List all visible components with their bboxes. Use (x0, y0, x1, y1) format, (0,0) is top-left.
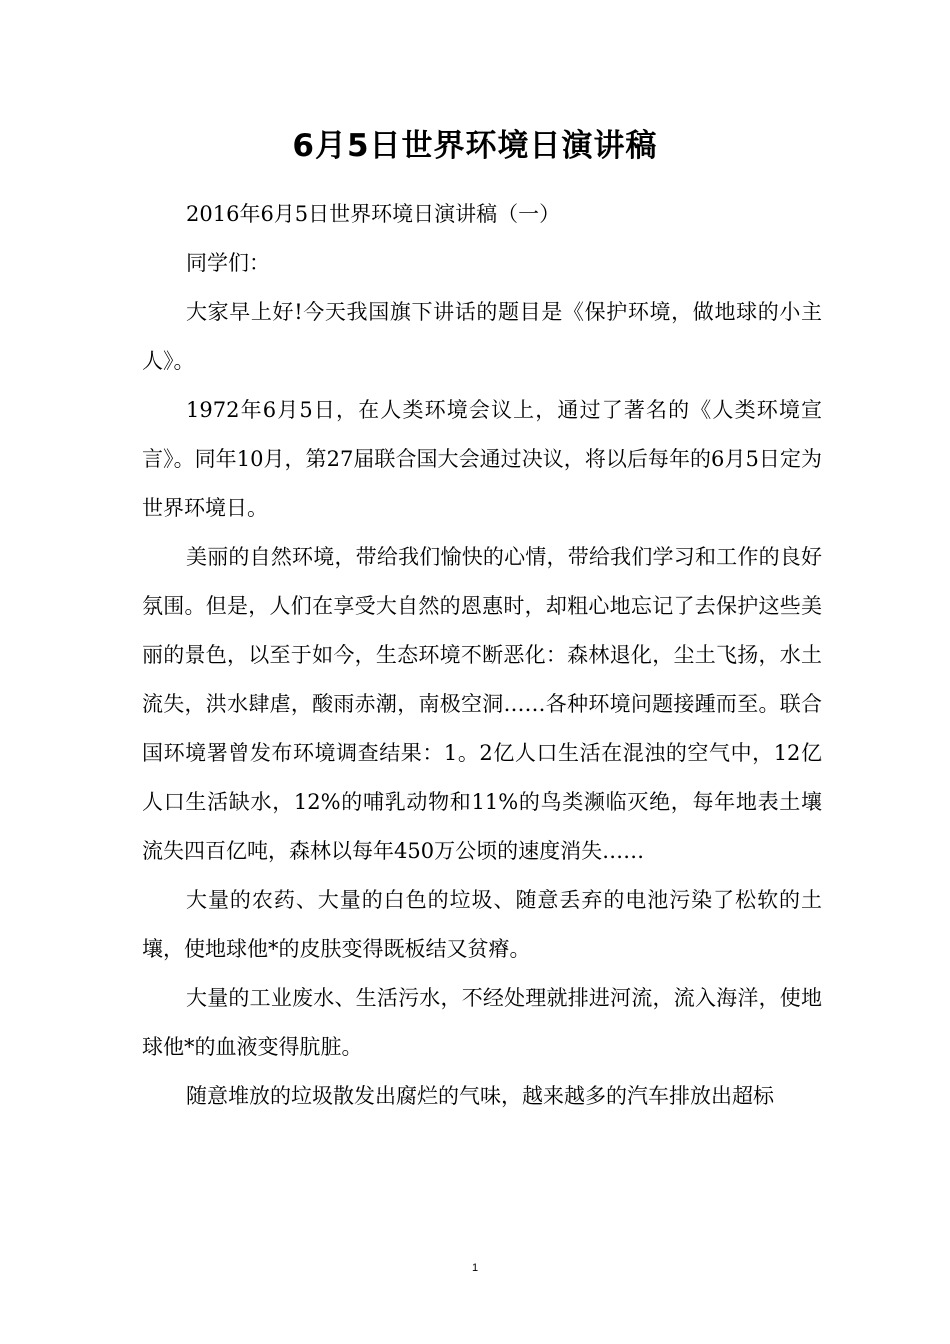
paragraph-subtitle: 2016年6月5日世界环境日演讲稿（一） (186, 202, 561, 226)
paragraph: 随意堆放的垃圾散发出腐烂的气味，越来越多的汽车排放出超标 (186, 1084, 774, 1108)
paragraph: 大家早上好!今天我国旗下讲话的题目是《保护环境，做地球的小主人》。 (142, 300, 822, 373)
paragraph: 1972年6月5日，在人类环境会议上，通过了著名的《人类环境宣言》。同年10月，第27届联合国大会通过决议，将以后每年的6月5日定为世界环境日。 (142, 398, 822, 520)
page-number: 1 (471, 1262, 479, 1274)
paragraph-greeting: 同学们： (186, 251, 270, 275)
paragraph: 大量的农药、大量的白色的垃圾、随意丢弃的电池污染了松软的土壤，使地球他*的皮肤变得既板结又贫瘠。 (142, 888, 822, 961)
document-title: 6月5日世界环境日演讲稿 (292, 128, 658, 164)
paragraph: 大量的工业废水、生活污水，不经处理就排进河流，流入海洋，使地球他*的血液变得肮脏。 (142, 986, 822, 1059)
paragraph: 美丽的自然环境，带给我们愉快的心情，带给我们学习和工作的良好氛围。但是，人们在享受大自然的恩惠时，却粗心地忘记了去保护这些美丽的景色，以至于如今，生态环境不断恶化：森林退化，尘土飞扬，水土流失，洪水肆虐，酸雨赤潮，南极空洞……各种环境问题接踵而至。联合国环境署曾发布环境调查结果：1。2亿人口生活在混浊的空气中，12亿人口生活缺水，12%的哺乳动物和11%的鸟类濒临灭绝，每年地表土壤流失四百亿吨，森林以每年450万公顷的速度消失…… (142, 545, 822, 863)
document-body (142, 190, 822, 1121)
